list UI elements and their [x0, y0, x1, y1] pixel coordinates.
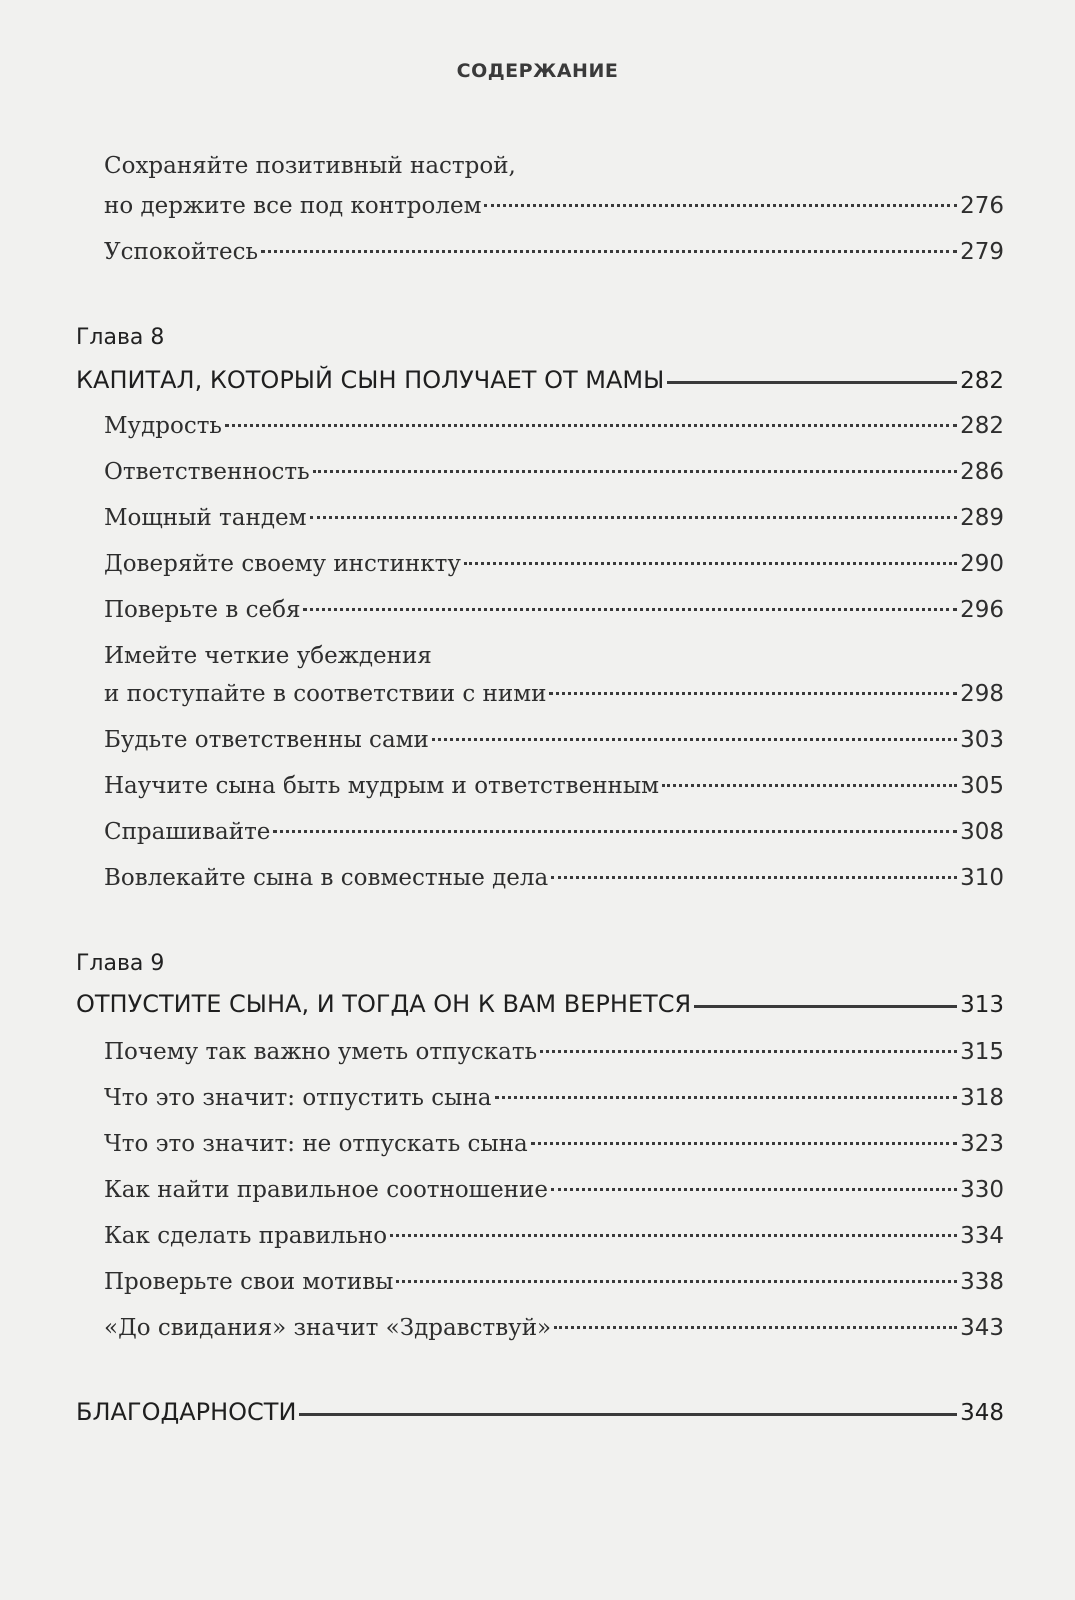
toc-entry-page: 334 [960, 1223, 1004, 1249]
dot-leader [273, 830, 957, 833]
dot-leader [549, 692, 957, 695]
chapter-title-entry[interactable] [76, 984, 1004, 1024]
toc-entry[interactable] [104, 720, 1004, 760]
toc-entry-title: и поступайте в соответствии с ними [104, 681, 547, 707]
dot-leader [484, 204, 957, 207]
dot-leader [551, 1188, 957, 1191]
toc-entry-title: Успокойтесь [104, 239, 258, 265]
toc-entry-page: 290 [960, 551, 1004, 577]
toc-entry[interactable] [104, 1124, 1004, 1164]
toc-entry-page: 305 [960, 773, 1004, 799]
dot-leader [261, 250, 957, 253]
toc-entry[interactable] [104, 858, 1004, 898]
dot-leader [554, 1326, 957, 1329]
toc-entry[interactable] [104, 590, 1004, 630]
toc-entry[interactable] [104, 812, 1004, 852]
dot-leader [464, 562, 957, 565]
toc-entry[interactable] [104, 1170, 1004, 1210]
toc-entry-title: Что это значит: отпустить сына [104, 1085, 492, 1111]
dot-leader [313, 470, 957, 473]
toc-entry[interactable] [104, 1032, 1004, 1072]
chapter-title: КАПИТАЛ, КОТОРЫЙ СЫН ПОЛУЧАЕТ ОТ МАМЫ [76, 366, 665, 394]
toc-entry-title: Поверьте в себя [104, 597, 301, 623]
toc-entry-page: 318 [960, 1085, 1004, 1111]
chapter-title-entry[interactable] [76, 360, 1004, 400]
toc-entry-page: 279 [960, 239, 1004, 265]
toc-entry-title: Спрашивайте [104, 819, 271, 845]
dot-leader [310, 516, 958, 519]
line-leader [299, 1413, 957, 1416]
dot-leader [531, 1142, 957, 1145]
toc-entry-page: 330 [960, 1177, 1004, 1203]
toc-entry-page: 298 [960, 681, 1004, 707]
toc-entry[interactable] [104, 1078, 1004, 1118]
chapter-label: Глава 9 [76, 951, 165, 976]
toc-entry-line: Сохраняйте позитивный настрой, [104, 153, 516, 179]
toc-entry-title: Вовлекайте сына в совместные дела [104, 865, 549, 891]
toc-entry-title: Научите сына быть мудрым и ответственным [104, 773, 660, 799]
chapter-page: 282 [960, 368, 1004, 394]
dot-leader [396, 1280, 957, 1283]
toc-entry[interactable] [104, 406, 1004, 446]
toc-entry-page: 276 [960, 193, 1004, 219]
toc-entry[interactable] [104, 498, 1004, 538]
dot-leader [225, 424, 957, 427]
toc-entry[interactable] [104, 452, 1004, 492]
toc-entry-page: 289 [960, 505, 1004, 531]
toc-entry-page: 303 [960, 727, 1004, 753]
toc-entry-page: 296 [960, 597, 1004, 623]
toc-entry-title: Ответственность [104, 459, 310, 485]
dot-leader [495, 1096, 958, 1099]
acknowledgements-title: БЛАГОДАРНОСТИ [76, 1398, 297, 1426]
dot-leader [662, 784, 957, 787]
dot-leader [303, 608, 957, 611]
toc-entry-title: Мудрость [104, 413, 222, 439]
toc-entry-title: Как найти правильное соотношение [104, 1177, 548, 1203]
acknowledgements-entry[interactable] [76, 1392, 1004, 1432]
toc-entry-page: 310 [960, 865, 1004, 891]
toc-entry[interactable] [104, 766, 1004, 806]
toc-entry-title: но держите все под контролем [104, 193, 482, 219]
toc-entry-page: 343 [960, 1315, 1004, 1341]
line-leader [694, 1005, 957, 1008]
toc-entry-title: Как сделать правильно [104, 1223, 388, 1249]
toc-entry-line: Имейте четкие убеждения [104, 643, 432, 669]
toc-entry-page: 286 [960, 459, 1004, 485]
toc-entry-title: Мощный тандем [104, 505, 307, 531]
toc-entry[interactable] [104, 1262, 1004, 1302]
toc-entry-page: 282 [960, 413, 1004, 439]
toc-entry[interactable] [104, 1216, 1004, 1256]
toc-entry[interactable] [104, 544, 1004, 584]
dot-leader [540, 1050, 957, 1053]
toc-entry[interactable] [104, 1308, 1004, 1348]
chapter-page: 313 [960, 992, 1004, 1018]
toc-entry[interactable] [104, 186, 1004, 226]
toc-entry-title: Почему так важно уметь отпускать [104, 1039, 538, 1065]
toc-entry-page: 308 [960, 819, 1004, 845]
toc-entry-title: Доверяйте своему инстинкту [104, 551, 461, 577]
toc-entry-title: Проверьте свои мотивы [104, 1269, 394, 1295]
dot-leader [390, 1234, 957, 1237]
chapter-label: Глава 8 [76, 325, 165, 350]
dot-leader [551, 876, 957, 879]
acknowledgements-page: 348 [960, 1400, 1004, 1426]
toc-entry-title: «До свидания» значит «Здравствуй» [104, 1315, 552, 1341]
toc-entry-title: Что это значит: не отпускать сына [104, 1131, 528, 1157]
running-head: СОДЕРЖАНИЕ [456, 60, 619, 82]
toc-entry-page: 323 [960, 1131, 1004, 1157]
chapter-title: ОТПУСТИТЕ СЫНА, И ТОГДА ОН К ВАМ ВЕРНЕТСЯ [76, 990, 692, 1018]
toc-entry-title: Будьте ответственны сами [104, 727, 429, 753]
toc-entry[interactable] [104, 232, 1004, 272]
toc-entry[interactable] [104, 674, 1004, 714]
toc-entry-page: 338 [960, 1269, 1004, 1295]
dot-leader [432, 738, 957, 741]
line-leader [667, 381, 957, 384]
toc-entry-page: 315 [960, 1039, 1004, 1065]
